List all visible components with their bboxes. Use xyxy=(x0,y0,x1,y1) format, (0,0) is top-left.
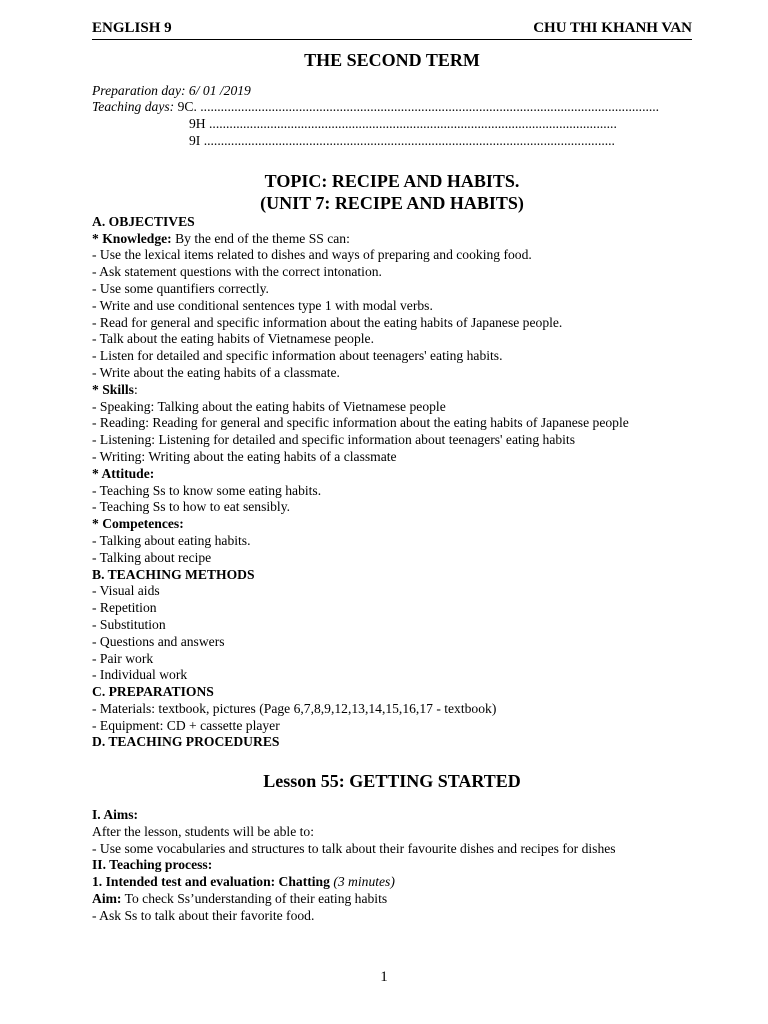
skills-star: * xyxy=(92,381,103,397)
list-item: - Reading: Reading for general and specific information about the eating habits of Japanese people xyxy=(92,415,629,431)
list-item: - Use some vocabularies and structures to talk about their favourite dishes and recipes for dishes xyxy=(92,840,616,856)
unit-title: (UNIT 7: RECIPE AND HABITS) xyxy=(260,192,524,213)
preparations-heading: C. PREPARATIONS xyxy=(92,684,214,700)
knowledge-intro: By the end of the theme SS can: xyxy=(171,230,350,246)
list-item: - Repetition xyxy=(92,600,157,616)
list-item: - Read for general and specific information about the eating habits of Japanese people. xyxy=(92,314,563,330)
page-header xyxy=(92,20,692,40)
list-item: - Use the lexical items related to dishes and ways of preparing and cooking food. xyxy=(92,247,532,263)
lesson-title: Lesson 55: GETTING STARTED xyxy=(263,771,521,792)
list-item: - Talking about eating habits. xyxy=(92,532,251,548)
preparation-value: 6/ 01 /2019 xyxy=(188,82,251,98)
header-subject: ENGLISH 9 xyxy=(92,20,172,36)
class-name: 9H xyxy=(189,116,206,132)
attitude-label: * Attitude: xyxy=(92,465,155,481)
list-item: - Talking about recipe xyxy=(92,549,212,565)
skills-label: Skills xyxy=(102,381,134,397)
list-item: - Use some quantifiers correctly. xyxy=(92,280,269,296)
class-name: 9I xyxy=(189,132,201,148)
list-item: - Ask Ss to talk about their favorite food. xyxy=(92,907,315,923)
list-item: - Individual work xyxy=(92,667,188,683)
list-item: - Pair work xyxy=(92,650,154,666)
class-dots: . ....................................................................................................................................... xyxy=(193,99,660,115)
list-item: - Questions and answers xyxy=(92,633,225,649)
topic-title: TOPIC: RECIPE AND HABITS. xyxy=(264,170,520,191)
list-item: - Visual aids xyxy=(92,583,160,599)
teaching-days-row xyxy=(92,133,692,150)
step1-time: (3 minutes) xyxy=(333,874,395,890)
list-item: - Teaching Ss to how to eat sensibly. xyxy=(92,499,291,515)
knowledge-label: * Knowledge: xyxy=(92,230,172,246)
knowledge-line xyxy=(92,231,692,248)
aim-text: To check Ss’understanding of their eating habits xyxy=(121,891,388,907)
competences-label: * Competences: xyxy=(92,516,184,532)
list-item: - Write about the eating habits of a classmate. xyxy=(92,364,340,380)
list-item: - Talk about the eating habits of Vietnamese people. xyxy=(92,331,374,347)
list-item: After the lesson, students will be able to: xyxy=(92,823,314,839)
process-heading: II. Teaching process: xyxy=(92,857,213,873)
header-teacher: CHU THI KHANH VAN xyxy=(533,20,692,36)
preparation-day xyxy=(92,83,692,100)
term-title: THE SECOND TERM xyxy=(304,49,480,70)
list-item: - Substitution xyxy=(92,616,166,632)
list-item: - Materials: textbook, pictures (Page 6,7,8,9,12,13,14,15,16,17 - textbook) xyxy=(92,700,497,716)
step1-line xyxy=(92,874,692,891)
step1-label: 1. Intended test and evaluation: Chatting xyxy=(92,874,334,890)
class-name: 9C xyxy=(177,99,194,115)
list-item: - Ask statement questions with the correct intonation. xyxy=(92,264,382,280)
list-item: - Equipment: CD + cassette player xyxy=(92,717,280,733)
page-number: 1 xyxy=(380,969,388,985)
list-item: - Speaking: Talking about the eating habits of Vietnamese people xyxy=(92,398,446,414)
list-item: - Writing: Writing about the eating habits of a classmate xyxy=(92,448,397,464)
objectives-heading: A. OBJECTIVES xyxy=(92,213,195,229)
procedures-heading: D. TEACHING PROCEDURES xyxy=(92,734,280,750)
aim-line xyxy=(92,891,692,908)
class-dots: ......................................................................................................................... xyxy=(200,132,615,148)
teaching-days-row xyxy=(92,116,692,133)
list-item: - Listen for detailed and specific information about teenagers' eating habits. xyxy=(92,348,503,364)
preparation-label: Preparation day: xyxy=(92,82,186,98)
class-dots: ........................................................................................................................ xyxy=(205,116,617,132)
teaching-days-label: Teaching days: xyxy=(92,99,175,115)
aim-label: Aim: xyxy=(92,891,122,907)
skills-colon: : xyxy=(133,381,138,397)
list-item: - Listening: Listening for detailed and specific information about teenagers' eating habits xyxy=(92,432,575,448)
list-item: - Teaching Ss to know some eating habits. xyxy=(92,482,322,498)
aims-heading: I. Aims: xyxy=(92,807,139,823)
methods-heading: B. TEACHING METHODS xyxy=(92,566,255,582)
skills-line xyxy=(92,382,692,399)
list-item: - Write and use conditional sentences type 1 with modal verbs. xyxy=(92,297,433,313)
teaching-days-row xyxy=(92,99,692,116)
